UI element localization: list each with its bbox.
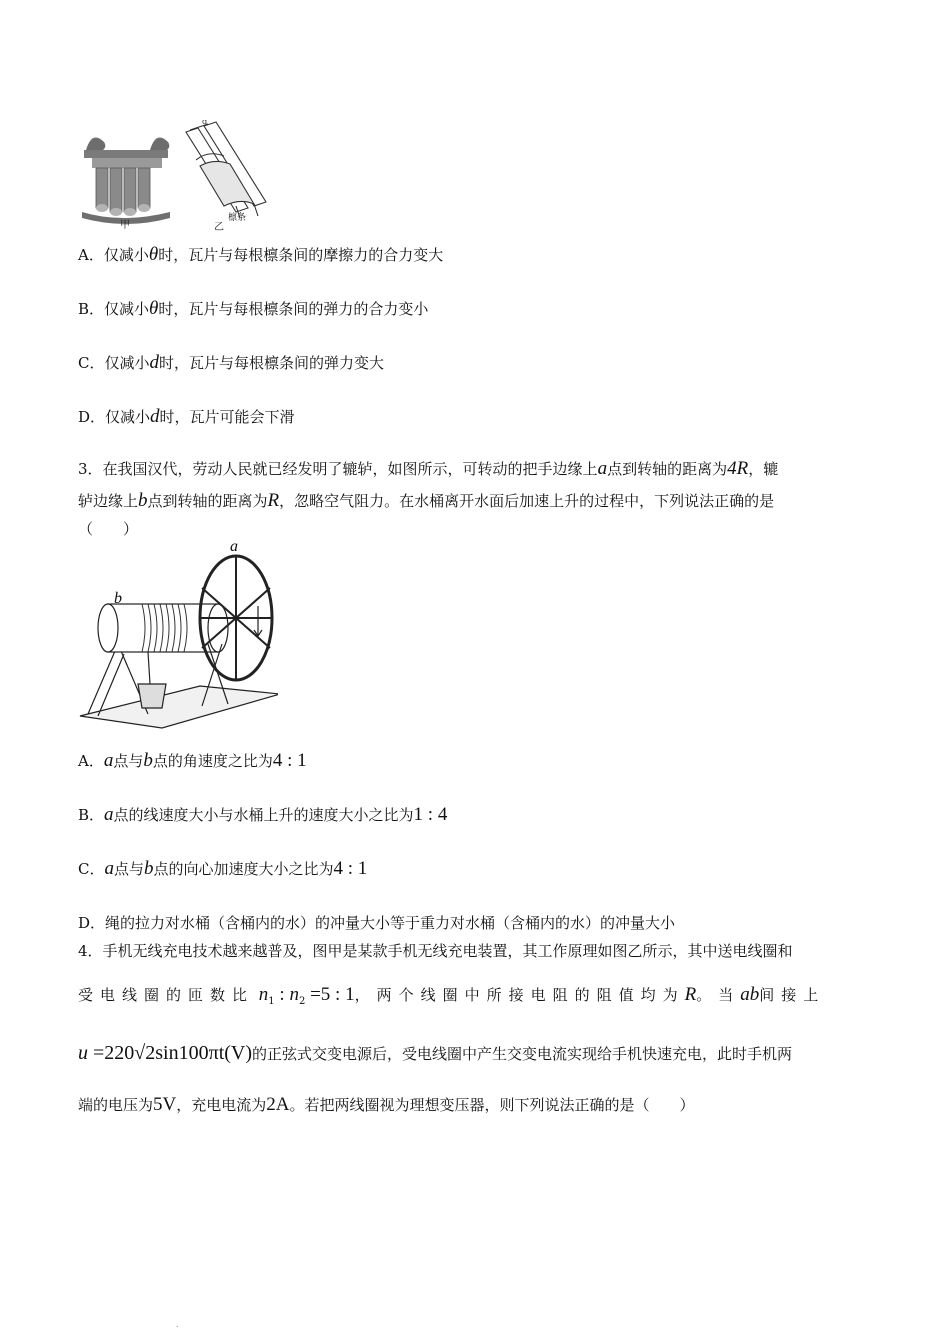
q2-option-d: D．仅减小d时，瓦片可能会下滑 xyxy=(78,406,295,427)
q3-option-a: A．a点与b点的角速度之比为4 : 1 xyxy=(78,750,307,771)
q3-answer-paren: （ ） xyxy=(78,520,139,538)
q3-option-b: B．a点的线速度大小与水桶上升的速度大小之比为1 : 4 xyxy=(78,804,448,825)
label-d: d xyxy=(202,120,208,126)
footer-mark: . xyxy=(176,1320,179,1329)
figure-roof-tiles xyxy=(78,120,278,235)
label-purlin: 檩条 xyxy=(228,213,247,223)
label-yi: 乙 xyxy=(214,222,224,233)
q2-option-a: A．仅减小θ时，瓦片与每根檩条间的摩擦力的合力变大 xyxy=(78,244,444,265)
label-jia: 甲 xyxy=(120,220,130,231)
q3-option-d: D．绳的拉力对水桶（含桶内的水）的冲量大小等于重力对水桶（含桶内的水）的冲量大小 xyxy=(78,914,676,932)
q3-stem-line1: 3．在我国汉代，劳动人民就已经发明了辘轳，如图所示，可转动的把手边缘上a点到转轴的距离为4R，辘 xyxy=(78,458,779,479)
fig-label-b: b xyxy=(114,590,122,607)
purlin-diagram xyxy=(186,120,266,218)
q4-stem-line1: 4．手机无线充电技术越来越普及，图甲是某款手机无线充电装置，其工作原理如图乙所示，其中送电线圈和 xyxy=(78,942,793,960)
fig-label-a: a xyxy=(230,538,238,555)
q2-option-c: C．仅减小d时，瓦片与每根檩条间的弹力变大 xyxy=(78,352,384,373)
q2-option-b: B．仅减小θ时，瓦片与每根檩条间的弹力的合力变小 xyxy=(78,298,429,319)
q4-stem-line3: u =220√2sin100πt(V)的正弦式交变电源后，受电线圈中产生交变电流实现给手机快速充电，此时手机两 xyxy=(78,1042,793,1064)
q3-option-c: C．a点与b点的向心加速度大小之比为4 : 1 xyxy=(78,858,368,879)
roof-tiles-image xyxy=(82,138,170,225)
q4-stem-line2: 受电线圈的匝数比 $n_1$ : $n_2 =5$ : 1，两个线圈中所接电阻的阻值均为R。当ab间接上 xyxy=(78,984,826,1007)
q4-stem-line4: 端的电压为5V，充电电流为2A。若把两线圈视为理想变压器，则下列说法正确的是（ ） xyxy=(78,1094,695,1115)
q3-stem-line2: 轳边缘上b点到转轴的距离为R，忽略空气阻力。在水桶离开水面后加速上升的过程中，下列说法正确的是 xyxy=(78,490,775,511)
figure-windlass xyxy=(78,538,278,730)
